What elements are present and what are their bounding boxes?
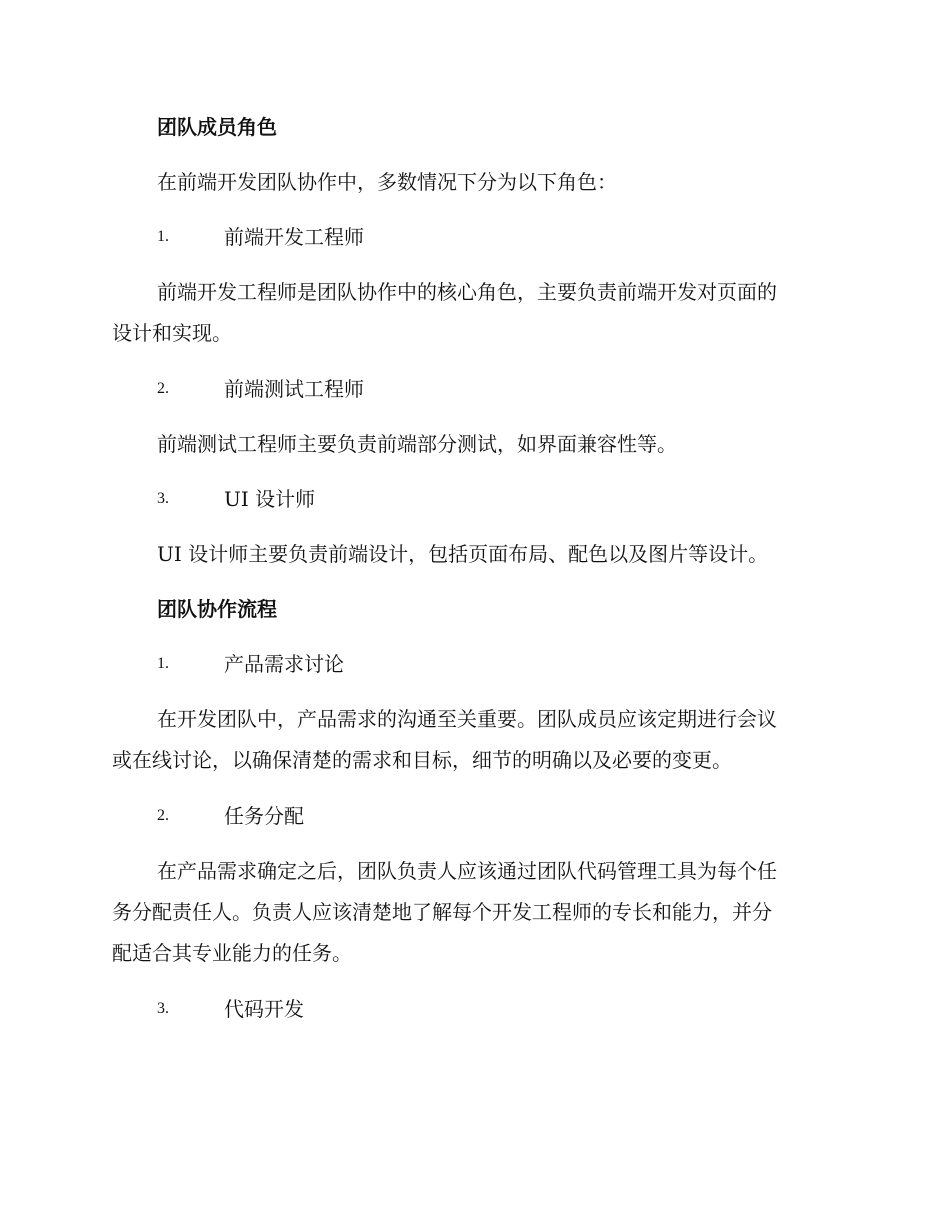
paragraph-line: 在开发团队中，产品需求的沟通至关重要。团队成员应该定期进行会议 <box>157 707 777 731</box>
list-item-number: 1. <box>157 655 169 672</box>
section-heading-roles: 团队成员角色 <box>157 115 277 139</box>
list-item-label: 代码开发 <box>224 997 304 1021</box>
list-item-number: 2. <box>157 807 169 824</box>
paragraph-line: 设计和实现。 <box>112 321 232 345</box>
list-item-label: 产品需求讨论 <box>224 652 344 676</box>
paragraph-line: 前端开发工程师是团队协作中的核心角色，主要负责前端开发对页面的 <box>157 280 777 304</box>
list-item-label: 任务分配 <box>224 804 304 828</box>
paragraph-line: 在产品需求确定之后，团队负责人应该通过团队代码管理工具为每个任 <box>157 859 777 883</box>
list-item-number: 1. <box>157 228 169 245</box>
list-item-label: 前端测试工程师 <box>224 377 364 401</box>
paragraph-line: 前端测试工程师主要负责前端部分测试，如界面兼容性等。 <box>157 432 677 456</box>
list-item-number: 3. <box>157 490 169 507</box>
list-item-label: 前端开发工程师 <box>224 225 364 249</box>
list-item-number: 3. <box>157 1000 169 1017</box>
section-intro: 在前端开发团队协作中，多数情况下分为以下角色： <box>157 170 617 194</box>
list-item-number: 2. <box>157 380 169 397</box>
paragraph-line: UI 设计师主要负责前端设计，包括页面布局、配色以及图片等设计。 <box>157 542 769 566</box>
paragraph-line: 配适合其专业能力的任务。 <box>112 941 352 965</box>
paragraph-line: 务分配责任人。负责人应该清楚地了解每个开发工程师的专长和能力，并分 <box>112 900 772 924</box>
list-item-label: UI 设计师 <box>224 487 316 511</box>
section-heading-workflow: 团队协作流程 <box>157 597 277 621</box>
paragraph-line: 或在线讨论，以确保清楚的需求和目标，细节的明确以及必要的变更。 <box>112 748 732 772</box>
